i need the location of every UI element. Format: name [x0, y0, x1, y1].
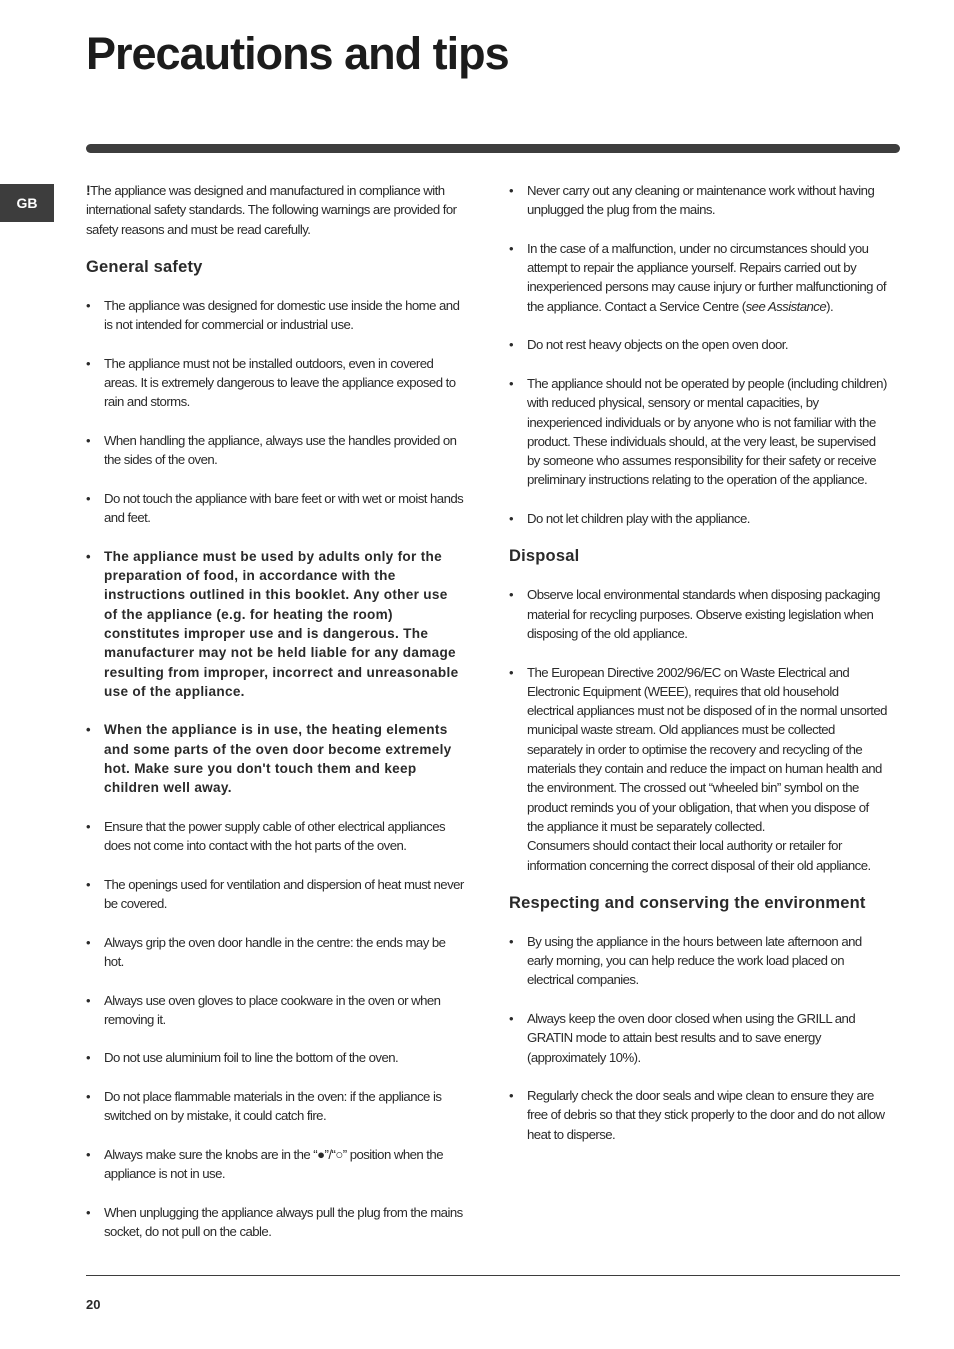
general-safety-list [86, 296, 464, 1242]
list-item: • In the case of a malfunction, under no circumstances should you attempt to repair the appliance yourself. Repairs carried out by inexperienced persons may cause injury or further malfunctioning of the appliance. Contact a Service Centre (see Assistance). [509, 240, 886, 314]
heading-general-safety: General safety [86, 257, 203, 276]
list-item: • Do not rest heavy objects on the open oven door. [509, 337, 788, 353]
list-item: • Do not use aluminium foil to line the bottom of the oven. [86, 1050, 399, 1066]
list-item: • The European Directive 2002/96/EC on Waste Electrical and Electronic Equipment (WEEE), requires that old household electrical appliances must not be disposed of in the normal unsorted municipal waste stream. Old appliances must be collected separately in order to optimise the recovery and recycling of the materials they contain and reduce the impact on human health and the environment. The crossed out “wheeled bin” symbol on the product reminds you of your obligation, that when you dispose of the appliance it must be separately collected. Consumers should contact their local authority or retailer for information concerning the correct disposal of their old appliance. [509, 663, 887, 875]
title-divider [86, 144, 900, 153]
list-item: • Always use oven gloves to place cookware in the oven or when removing it. [86, 992, 441, 1027]
heading-environment: Respecting and conserving the environment [509, 893, 866, 912]
environment-list [509, 932, 887, 1144]
language-tab: GB [0, 184, 54, 222]
list-item: • The openings used for ventilation and dispersion of heat must never be covered. [86, 876, 464, 912]
page-number: 20 [86, 1297, 101, 1312]
warning-mark: ! [86, 182, 91, 198]
right-column [509, 181, 887, 1163]
consumers-note: Consumers should contact their local authority or retailer for information concerning the correct disposal of their old appliance. [527, 838, 871, 873]
intro-paragraph [86, 181, 464, 239]
page-title: Precautions and tips [86, 28, 509, 79]
list-item: • The appliance should not be operated by people (including children) with reduced physical, sensory or mental capacities, by inexperienced individuals or by anyone who is not familiar with the product. These individuals should, at the very least, be supervised by someone who assumes responsibility for their safety or receive preliminary instructions relating to the operation of the appliance. [509, 375, 887, 488]
list-item: • The appliance was designed for domestic use inside the home and is not intended for commercial or industrial use. [86, 297, 460, 333]
list-item: • Never carry out any cleaning or maintenance work without having unplugged the plug from the mains. [509, 183, 875, 218]
disposal-list [509, 585, 887, 874]
intro-text: The appliance was designed and manufactured in compliance with international safety standards. The following warnings are provided for safety reasons and must be read carefully. [86, 183, 457, 237]
general-safety-list-continued [509, 181, 887, 528]
list-item: • Always make sure the knobs are in the “●”/“○” position when the appliance is not in use. [86, 1146, 443, 1182]
heading-disposal: Disposal [509, 547, 580, 566]
list-item: • Always grip the oven door handle in the centre: the ends may be hot. [86, 934, 446, 969]
list-item: • When unplugging the appliance always pull the plug from the mains socket, do not pull on the cable. [86, 1204, 463, 1240]
list-item: • By using the appliance in the hours between late afternoon and early morning, you can help reduce the work load placed on electrical companies. [509, 933, 862, 988]
list-item: • Regularly check the door seals and wipe clean to ensure they are free of debris so that they stick properly to the door and do not allow heat to disperse. [509, 1088, 885, 1142]
see-assistance-reference: see Assistance [745, 298, 827, 314]
footer-divider [86, 1275, 900, 1276]
list-item: • Observe local environmental standards when disposing packaging material for recycling purposes. Observe existing legislation when disposing of the old appliance. [509, 587, 880, 641]
list-item: • Always keep the oven door closed when using the GRILL and GRATIN mode to attain best results and to save energy (approximately 10%). [509, 1010, 856, 1065]
list-item: • Ensure that the power supply cable of other electrical appliances does not come into contact with the hot parts of the oven. [86, 818, 446, 854]
list-item: • Do not place flammable materials in the oven: if the appliance is switched on by mistake, it could catch fire. [86, 1089, 442, 1124]
list-item-warning: • The appliance must be used by adults only for the preparation of food, in accordance with the instructions outlined in this booklet. Any other use of the appliance (e.g. for heating the room) constitutes improper use and is dangerous. The manufacturer may not be held liable for any damage resulting from improper, incorrect and unreasonable use of the appliance. [86, 548, 459, 699]
list-item: • Do not let children play with the appliance. [509, 511, 750, 527]
list-item: • When handling the appliance, always use the handles provided on the sides of the oven. [86, 432, 457, 468]
list-item: • The appliance must not be installed outdoors, even in covered areas. It is extremely dangerous to leave the appliance exposed to rain and storms. [86, 355, 456, 410]
left-column [86, 181, 464, 1260]
list-item: • Do not touch the appliance with bare feet or with wet or moist hands and feet. [86, 490, 464, 526]
list-item-warning: • When the appliance is in use, the heating elements and some parts of the oven door become extremely hot. Make sure you don't touch them and keep children well away. [86, 722, 452, 796]
